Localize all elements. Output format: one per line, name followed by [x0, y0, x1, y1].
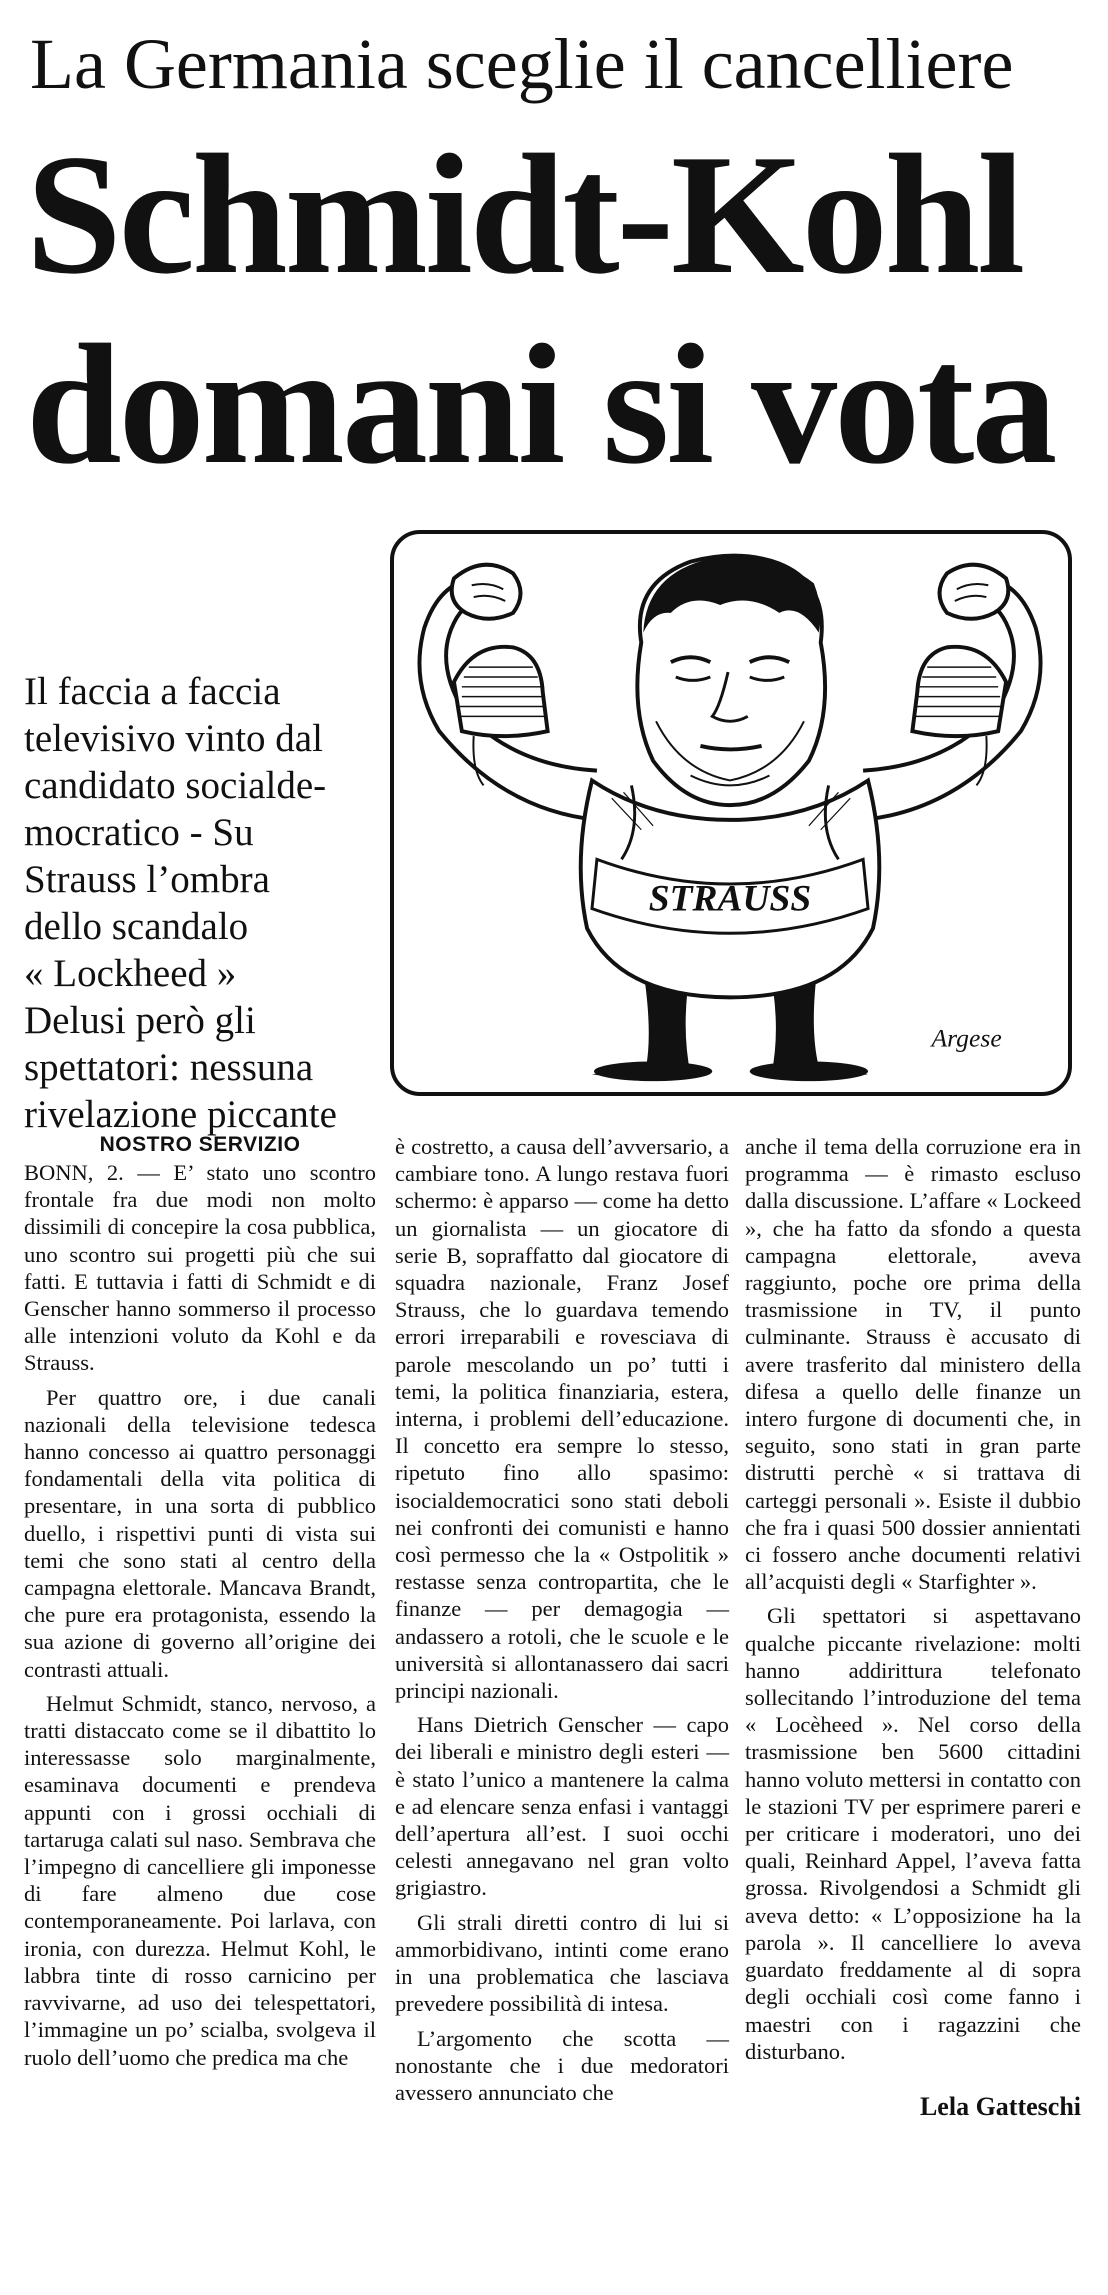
shirt-text: STRAUSS [648, 878, 812, 920]
article-paragraph: Gli spettatori si aspettavano qualche piccante rivelazione: molti hanno addirittura telefonato sollecitando l’introduzione del tema « Locèheed ». Nel corso della trasmissione ben 5600 cittadini hanno voluto mettersi in contatto con le stazioni TV per esprimere pareri e per criticare i moderatori, uno dei quali, Reinhard Appel, l’aveva fatta grossa. Rivolgendosi a Schmidt gli aveva detto: « L’opposizione ha la parola ». Il cancelliere lo aveva guardato freddamente al di sopra degli occhiali così come fanno i maestri con i ragazzini che disturbano. [745, 1603, 1081, 2064]
article-column-3 [745, 1133, 1081, 2120]
main-headline [26, 120, 1106, 500]
article-paragraph: Per quattro ore, i due canali nazionali della televisione tedesca hanno concesso ai quattro personaggi fondamentali della vita politica di presentare, in una sorta di pubblico duello, i rispettivi punti di vista sui temi che sono stati al centro della campagna elettorale. Mancava Brandt, che pure era protagonista, essendo la sua azione di governo all’origine dei contrasti attuali. [24, 1384, 376, 1682]
nostro-servizio-label: NOSTRO SERVIZIO [99, 1133, 301, 1156]
subhead-line: Delusi però gli [24, 999, 256, 1042]
subheadline [24, 668, 384, 1138]
subhead-line: candidato socialde- [24, 764, 327, 807]
author-byline: Lela Gatteschi [919, 2091, 1081, 2121]
subhead-line: mocratico - Su [24, 811, 254, 854]
subhead-line: dello scandalo [24, 905, 249, 948]
article-paragraph: Gli strali diretti contro di lui si ammorbidivano, intinti come erano in una problematica che lasciava prevedere possibilità di intesa. [395, 1909, 729, 2017]
article-paragraph: Helmut Schmidt, stanco, nervoso, a tratti distaccato come se il dibattito lo interessasse solo marginalmente, esaminava documenti e prendeva appunti con i grossi occhiali di tartaruga calati sul naso. Sembrava che l’impegno di cancelliere gli imponesse di fare almeno due cose contemporaneamente. Poi larlava, con ironia, con durezza. Helmut Kohl, le labbra tinte di rosso carnicino per ravvivarne, ad uso dei telespettatori, l’immagine un po’ scialba, svolgeva il ruolo dell’uomo che predica ma che [24, 1690, 376, 2070]
article-column-1 [24, 1133, 376, 2078]
caricature-illustration [390, 530, 1072, 1096]
article-paragraph: è costretto, a causa dell’avversario, a cambiare tono. A lungo restava fuori schermo: è apparso — come ha detto un giornalista — un giocatore di serie B, sopraffatto dal giocatore di squadra nazionale, Franz Josef Strauss, che lo guardava temendo errori irreparabili e rovesciava di parole mescolando un po’ tutti i temi, la politica finanziaria, estera, interna, i problemi dell’educazione. Il concetto era sempre lo stesso, ripetuto fino allo spasimo: isocialdemocratici sono stati deboli nei confronti dei comunisti e hanno così permesso che la « Ostpolitik » restasse senza contropartita, che le finanze — per demagogia — andassero a rotoli, che le scuole e le università si allontanassero dai sacri principi nazionali. [395, 1134, 729, 1704]
article-paragraph: L’argomento che scotta — nonostante che i due medoratori avessero annunciato che [395, 2025, 729, 2105]
subhead-line: rivelazione piccante [24, 1093, 337, 1136]
article-paragraph: Hans Dietrich Genscher — capo dei liberali e ministro degli esteri — è stato l’unico a mantenere la calma e ad elencare senza enfasi i vantaggi dell’apertura all’est. I suoi occhi celesti annegavano nel gran volto grigiastro. [395, 1712, 729, 1901]
subhead-line: « Lockheed » [24, 952, 237, 995]
kicker-headline: La Germania sceglie il cancelliere [30, 24, 1014, 104]
subhead-line: televisivo vinto dal [24, 717, 323, 760]
cartoon-signature: Argese [931, 1023, 1002, 1053]
article-column-2 [395, 1133, 729, 2113]
headline-line-2: domani si vota [26, 310, 1055, 500]
article-paragraph: BONN, 2. — E’ stato uno scontro frontale fra due modi non molto dissimili di concepire la cosa pubblica, uno scontro sui progetti più che sui fatti. E tuttavia i fatti di Schmidt e di Genscher hanno sommerso il processo alle intenzioni voluto da Kohl e da Strauss. [24, 1160, 376, 1376]
headline-line-1: Schmidt-Kohl [26, 120, 1023, 310]
subhead-line: spettatori: nessuna [24, 1046, 314, 1089]
article-paragraph: anche il tema della corruzione era in programma — è rimasto escluso dalla discussione. L’affare « Lockeed », che ha fatto da sfondo a questa campagna elettorale, aveva raggiunto, poche ore prima della trasmissione in TV, il punto culminante. Strauss è accusato di avere trasferito dal ministero della difesa a quello delle finanze un intero furgone di documenti che, in seguito, sono stati in gran parte distrutti perchè « si trattava di carteggi personali ». Esiste il dubbio che fra i quasi 500 dossier annientati ci fossero anche documenti relativi all’acquisti degli « Starfighter ». [745, 1134, 1081, 1595]
subhead-line: Il faccia a faccia [24, 670, 281, 713]
subhead-line: Strauss l’ombra [24, 858, 270, 901]
